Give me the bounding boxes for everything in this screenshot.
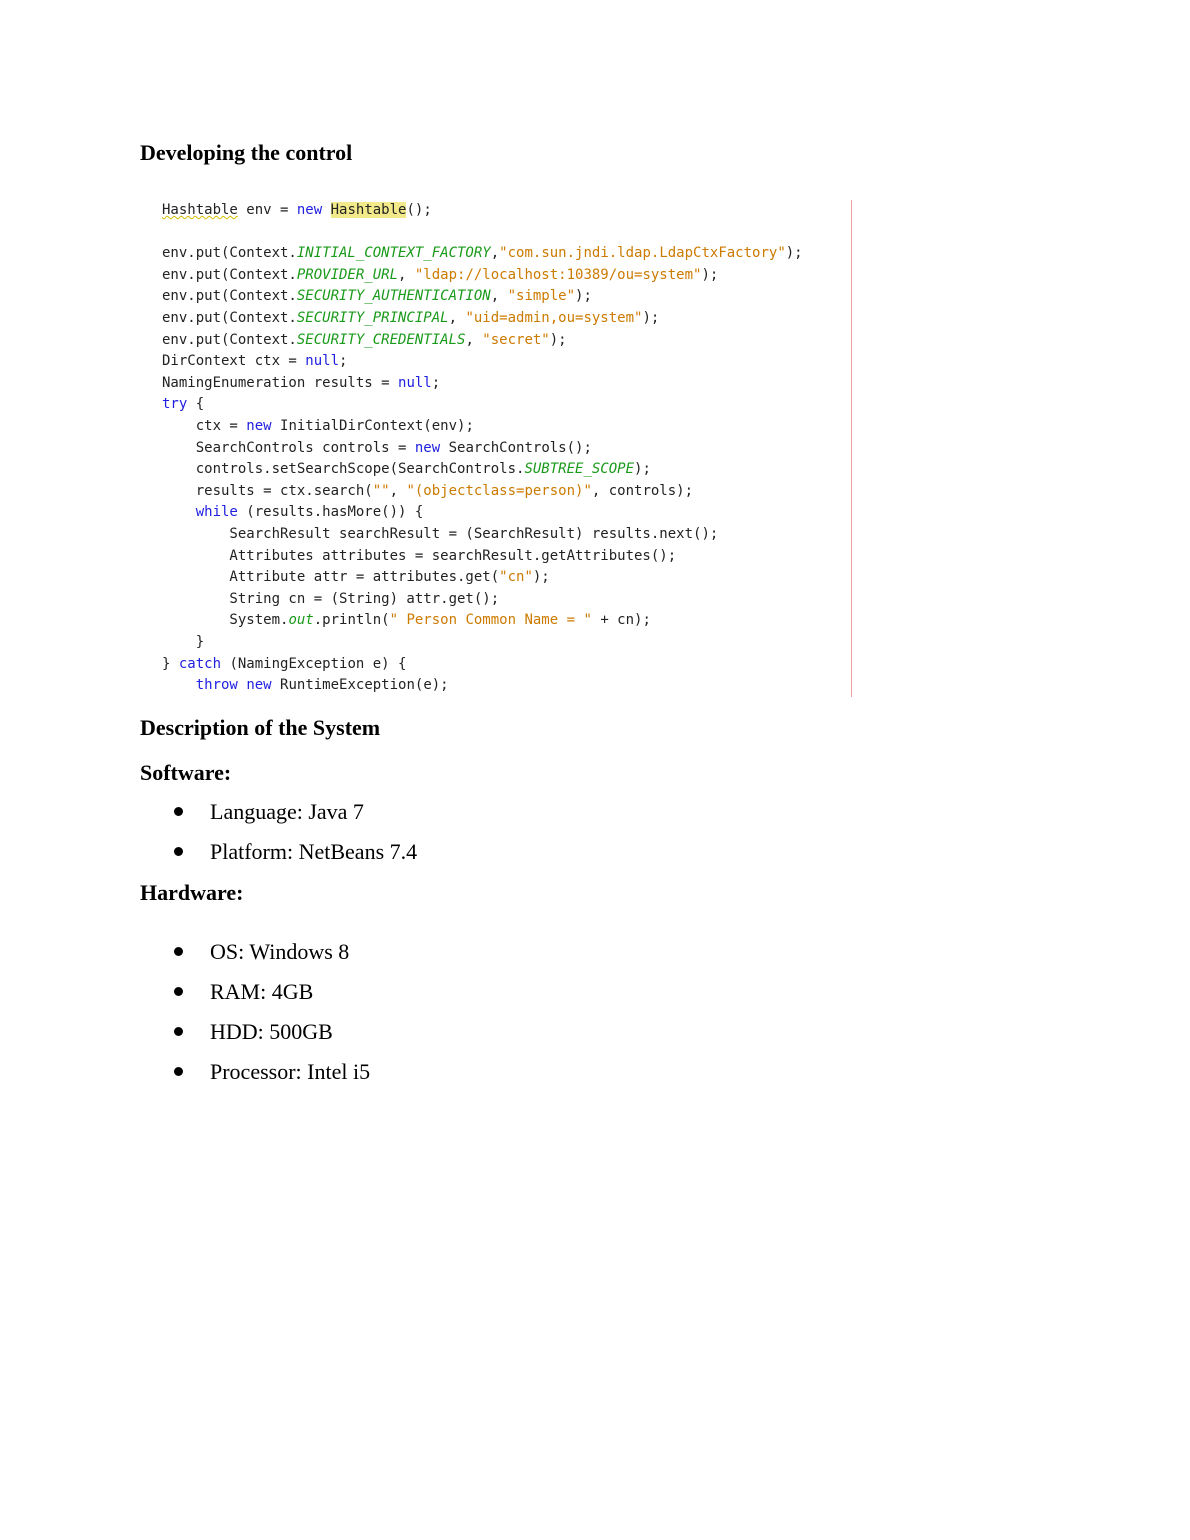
code-token: Attributes attributes = searchResult.getAttributes(); <box>162 547 677 564</box>
code-token: null <box>398 374 432 391</box>
code-token: , controls); <box>591 482 694 499</box>
code-token: "(objectclass=person)" <box>406 482 592 499</box>
code-token: ); <box>634 461 651 478</box>
code-token: env.put(Context. <box>162 331 297 348</box>
code-token: .println( <box>313 612 390 629</box>
heading-developing-control: Developing the control <box>140 140 353 165</box>
code-token: ; <box>431 374 441 391</box>
code-line <box>162 675 449 695</box>
list-item-text: HDD: 500GB <box>210 1019 333 1044</box>
code-token <box>162 677 196 693</box>
code-token: "secret" <box>482 331 550 348</box>
code-token: "" <box>372 482 390 499</box>
code-token: throw <box>195 677 238 694</box>
code-token: ); <box>532 569 550 586</box>
code-token: } <box>162 634 205 650</box>
code-token: DirContext ctx = <box>162 353 306 370</box>
code-token: PROVIDER_URL <box>296 266 399 283</box>
code-line <box>162 351 347 371</box>
code-token: (NamingException e) { <box>221 655 407 672</box>
code-line <box>162 308 659 328</box>
bullet-icon <box>174 847 183 856</box>
code-line <box>162 394 204 414</box>
code-token: SearchControls(); <box>440 439 592 456</box>
code-token: new <box>246 677 272 694</box>
code-token: RuntimeException(e); <box>271 677 449 694</box>
code-token: while <box>195 504 238 521</box>
code-token: null <box>305 353 340 370</box>
code-token: catch <box>178 655 222 672</box>
code-token: new <box>296 202 323 218</box>
list-item-text: RAM: 4GB <box>210 979 314 1004</box>
code-line <box>162 416 474 436</box>
code-token: (results.hasMore()) { <box>237 504 424 521</box>
list-item <box>140 978 370 1018</box>
code-line <box>162 654 406 674</box>
code-token: new <box>246 418 272 434</box>
code-token: env.put(Context. <box>162 266 297 283</box>
code-line <box>162 481 693 501</box>
code-token: ; <box>339 353 348 370</box>
code-token: "com.sun.jndi.ldap.LdapCtxFactory" <box>499 245 786 262</box>
code-line <box>162 243 803 263</box>
list-item <box>140 1018 370 1058</box>
code-line <box>162 546 676 566</box>
list-item-text: Processor: Intel i5 <box>210 1059 371 1084</box>
code-token: , <box>465 331 483 348</box>
code-token: INITIAL_CONTEXT_FACTORY <box>296 245 491 262</box>
code-token: try <box>162 396 188 413</box>
code-line <box>162 265 718 285</box>
code-token: , <box>490 245 500 262</box>
code-line <box>162 459 651 479</box>
code-token: ); <box>785 245 803 262</box>
list-item <box>140 1058 370 1098</box>
code-token: , <box>448 310 466 326</box>
code-token: out <box>288 612 314 629</box>
code-line <box>162 610 651 630</box>
code-line <box>162 502 423 522</box>
heading-system-description: Description of the System <box>140 715 381 740</box>
code-token: ); <box>701 266 719 283</box>
code-token: "ldap://localhost:10389/ou=system" <box>414 266 702 283</box>
code-token: "simple" <box>507 288 576 305</box>
code-token: + cn); <box>591 612 651 629</box>
code-token: Hashtable <box>330 202 407 218</box>
code-line <box>162 330 567 350</box>
code-token: SECURITY_AUTHENTICATION <box>296 288 491 305</box>
code-line <box>162 589 499 609</box>
code-token: String cn = (String) attr.get(); <box>162 590 500 607</box>
code-token: " Person Common Name = " <box>389 612 592 629</box>
code-token: ); <box>549 331 567 348</box>
list-item-text: OS: Windows 8 <box>210 939 350 964</box>
hardware-list <box>140 938 370 1098</box>
code-token: env.put(Context. <box>162 288 297 305</box>
bullet-icon <box>174 1067 183 1076</box>
code-token: Attribute attr = attributes.get( <box>162 569 500 586</box>
heading-hardware: Hardware: <box>140 880 244 905</box>
code-token: , <box>490 288 508 305</box>
bullet-icon <box>174 987 183 996</box>
code-token: SUBTREE_SCOPE <box>524 461 635 478</box>
code-token: Hashtable <box>162 202 238 218</box>
code-token: "cn" <box>499 569 533 586</box>
bullet-icon <box>174 807 183 816</box>
code-token: results = ctx.search( <box>162 482 373 499</box>
code-token: } <box>162 655 179 672</box>
code-token: (); <box>406 202 432 218</box>
code-token: , <box>389 482 407 499</box>
code-screenshot <box>162 200 922 700</box>
software-list <box>140 798 417 878</box>
code-token: System. <box>162 612 289 629</box>
code-token: ); <box>575 288 592 305</box>
code-token: { <box>187 396 205 413</box>
code-token: env.put(Context. <box>162 310 297 326</box>
bullet-icon <box>174 1027 183 1036</box>
code-token: ctx = <box>162 418 247 434</box>
code-line <box>162 567 550 587</box>
code-token: , <box>398 266 415 283</box>
code-line <box>162 286 592 306</box>
code-token: SearchResult searchResult = (SearchResult) results.next(); <box>162 526 719 542</box>
bullet-icon <box>174 947 183 956</box>
code-token: "uid=admin,ou=system" <box>465 310 643 326</box>
code-token: controls.setSearchScope(SearchControls. <box>162 461 525 478</box>
code-line <box>162 200 432 220</box>
code-line <box>162 632 204 652</box>
list-item-text: Platform: NetBeans 7.4 <box>210 839 418 864</box>
code-token: NamingEnumeration results = <box>162 374 399 391</box>
code-margin-line <box>851 200 852 697</box>
code-token: ); <box>642 310 660 326</box>
code-token: SECURITY_CREDENTIALS <box>296 331 466 348</box>
code-line <box>162 524 718 544</box>
list-item <box>140 798 417 838</box>
code-token: env = <box>237 202 297 218</box>
list-item-text: Language: Java 7 <box>210 799 364 824</box>
code-token: SearchControls controls = <box>162 439 415 456</box>
code-line <box>162 438 592 458</box>
code-token <box>162 504 196 520</box>
heading-software: Software: <box>140 760 232 785</box>
list-item <box>140 838 417 878</box>
code-token: env.put(Context. <box>162 245 297 262</box>
code-line <box>162 373 440 393</box>
code-token: SECURITY_PRINCIPAL <box>296 310 449 326</box>
code-token <box>322 202 330 218</box>
code-token: InitialDirContext(env); <box>271 418 474 434</box>
list-item <box>140 938 370 978</box>
code-token: new <box>414 439 441 456</box>
